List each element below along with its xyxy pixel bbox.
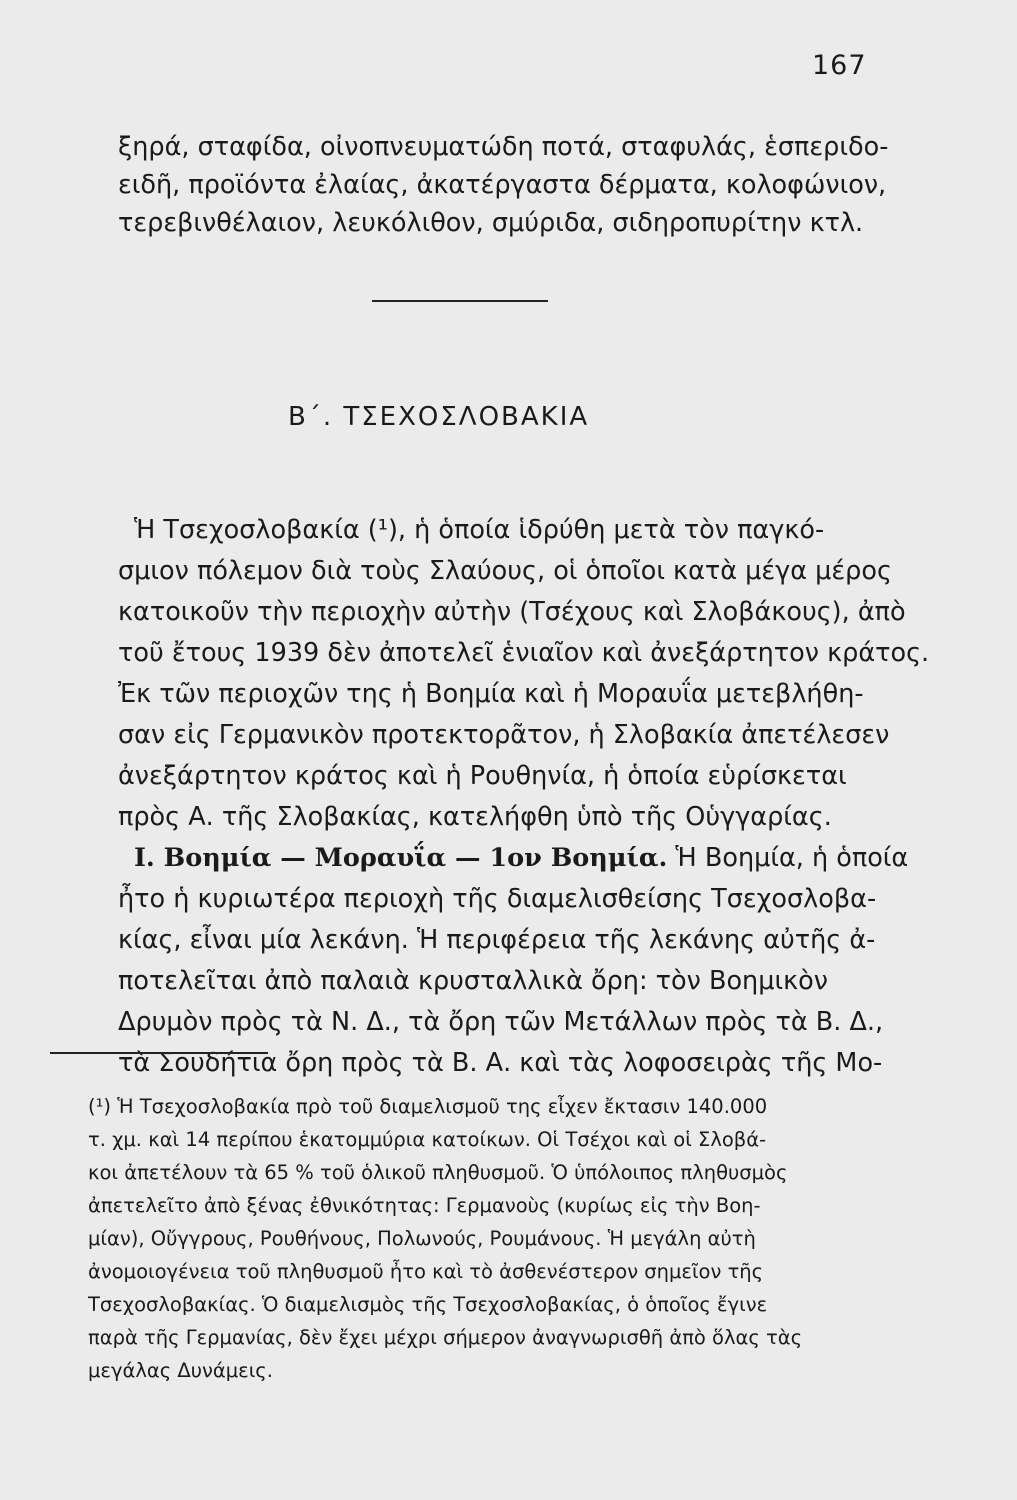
body-line: Ἐκ τῶν περιοχῶν της ἡ Βοημία καὶ ἡ Μοραυΐα μετεβλήθη- <box>118 679 864 709</box>
footnote-line: τ. χμ. καὶ 14 περίπου ἑκατομμύρια κατοίκων. Οἱ Τσέχοι καὶ οἱ Σλοβά- <box>88 1128 767 1151</box>
footnote-line: μίαν), Οὔγγρους, Ρουθήνους, Πολωνούς, Ρουμάνους. Ἡ μεγάλη αὐτὴ <box>88 1227 756 1250</box>
footnote-line: κοι ἀπετέλουν τὰ 65 % τοῦ ὁλικοῦ πληθυσμοῦ. Ὁ ὑπόλοιπος πληθυσμὸς <box>88 1161 788 1184</box>
subsection-line: κίας, εἶναι μία λεκάνη. Ἡ περιφέρεια τῆς λεκάνης αὐτῆς ἀ- <box>118 925 876 955</box>
subsection-first-line <box>118 838 908 879</box>
subsection-first-line-text: Ἡ Βοημία, ἡ ὁποία <box>667 843 909 873</box>
section-divider <box>372 300 548 302</box>
body-line: ἀνεξάρτητον κράτος καὶ ἡ Ρουθηνία, ἡ ὁποία εὑρίσκεται <box>118 761 847 791</box>
body-line: τοῦ ἔτους 1939 δὲν ἀποτελεῖ ἑνιαῖον καὶ ἀνεξάρτητον κράτος. <box>118 638 930 668</box>
page-number: 167 <box>812 50 867 81</box>
body-line: πρὸς Α. τῆς Σλοβακίας, κατελήφθη ὑπὸ τῆς Οὑγγαρίας. <box>118 802 832 832</box>
footnote <box>88 1090 908 1387</box>
footnote-line: ἀνομοιογένεια τοῦ πληθυσμοῦ ἦτο καὶ τὸ ἀσθενέστερον σημεῖον τῆς <box>88 1260 764 1283</box>
intro-paragraph <box>118 128 898 242</box>
intro-line: ειδῆ, προϊόντα ἐλαίας, ἀκατέργαστα δέρματα, κολοφώνιον, <box>118 170 887 200</box>
subsection-line: ἦτο ἡ κυριωτέρα περιοχὴ τῆς διαμελισθείσης Τσεχοσλοβα- <box>118 884 877 914</box>
subsection-line: ποτελεῖται ἀπὸ παλαιὰ κρυσταλλικὰ ὄρη: τὸν Βοημικὸν <box>118 966 828 996</box>
body-paragraph <box>118 510 930 1084</box>
body-line: σμιον πόλεμον διὰ τοὺς Σλαύους, οἱ ὁποῖοι κατὰ μέγα μέρος <box>118 556 892 586</box>
body-line: Ἡ Τσεχοσλοβακία (¹), ἡ ὁποία ἱδρύθη μετὰ τὸν παγκό- <box>134 515 825 545</box>
footnote-line: μεγάλας Δυνάμεις. <box>88 1359 273 1382</box>
subsection-line: τὰ Σουδήτια ὄρη πρὸς τὰ Β. Α. καὶ τὰς λοφοσειρὰς τῆς Μο- <box>118 1048 883 1078</box>
body-line: σαν εἰς Γερμανικὸν προτεκτορᾶτον, ἡ Σλοβακία ἀπετέλεσεν <box>118 720 890 750</box>
footnote-line: Τσεχοσλοβακίας. Ὁ διαμελισμὸς τῆς Τσεχοσλοβακίας, ὁ ὁποῖος ἔγινε <box>88 1293 768 1316</box>
footnote-line: παρὰ τῆς Γερμανίας, δὲν ἔχει μέχρι σήμερον ἀναγνωρισθῆ ἀπὸ ὅλας τὰς <box>88 1326 803 1349</box>
body-line: κατοικοῦν τὴν περιοχὴν αὐτὴν (Τσέχους καὶ Σλοβάκους), ἀπὸ <box>118 597 906 627</box>
intro-line: τερεβινθέλαιον, λευκόλιθον, σμύριδα, σιδηροπυρίτην κτλ. <box>118 208 864 238</box>
subsection-title: Ι. Βοημία — Μοραυΐα — 1ον Βοημία. <box>134 843 668 873</box>
footnote-line: (¹) Ἡ Τσεχοσλοβακία πρὸ τοῦ διαμελισμοῦ της εἶχεν ἔκτασιν 140.000 <box>88 1095 768 1118</box>
footnote-divider <box>50 1052 268 1054</box>
intro-line: ξηρά, σταφίδα, οἰνοπνευματώδη ποτά, σταφυλάς, ἑσπεριδο- <box>118 132 889 162</box>
subsection-line: Δρυμὸν πρὸς τὰ Ν. Δ., τὰ ὄρη τῶν Μετάλλων πρὸς τὰ Β. Δ., <box>118 1007 884 1037</box>
footnote-line: ἀπετελεῖτο ἀπὸ ξένας ἐθνικότητας: Γερμανοὺς (κυρίως εἰς τὴν Βοη- <box>88 1194 761 1217</box>
section-heading: Β΄. ΤΣΕΧΟΣΛΟΒΑΚΙΑ <box>288 402 590 432</box>
